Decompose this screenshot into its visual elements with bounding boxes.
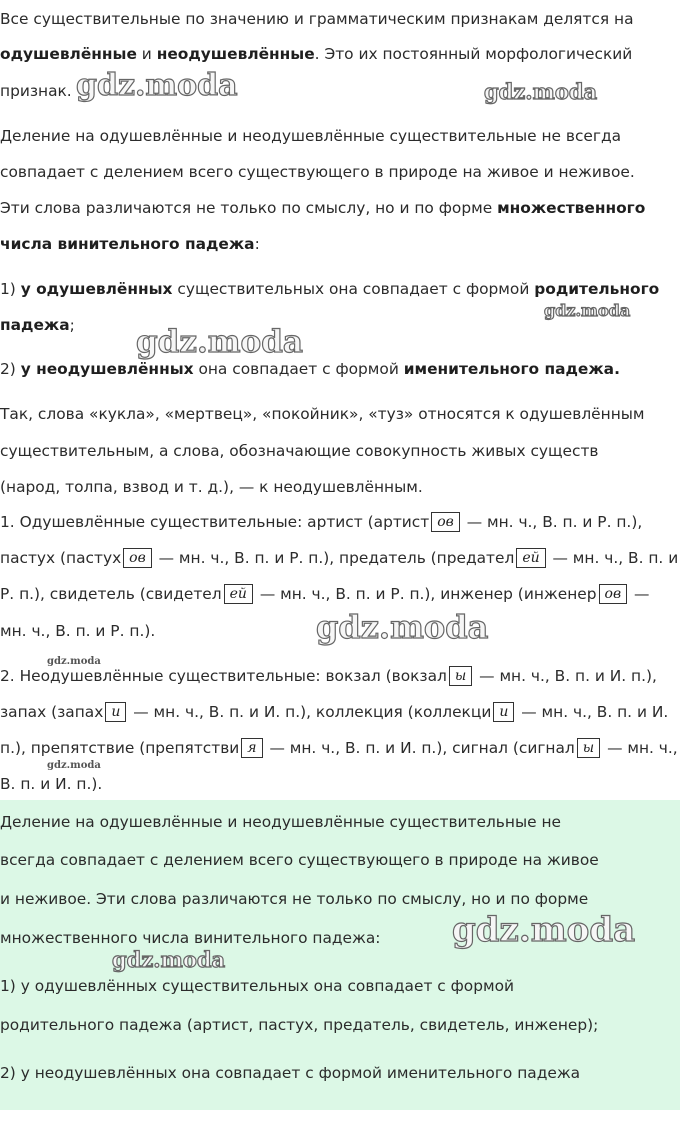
answer-line-2: всегда совпадает с делением всего существующего в природе на живое — [0, 851, 599, 869]
ex1-line-3: Р. п.), свидетель (свидетел ей — мн. ч., В. п. и Р. п.), инженер (инженер ов — — [0, 585, 650, 603]
watermark-logo: gdz.moda — [112, 947, 226, 972]
ending-box: и — [105, 702, 126, 722]
ex2-line-2: запах (запах и — мн. ч., В. п. и И. п.), коллекция (коллекци и — мн. ч., В. п. и И. — [0, 703, 669, 721]
ex2-line-3: п.), препятствие (препятстви я — мн. ч., В. п. и И. п.), сигнал (сигнал ы — мн. ч., — [0, 739, 678, 757]
watermark-logo: gdz.moda — [544, 301, 631, 320]
ex2-line-4: В. п. и И. п.). — [0, 775, 103, 793]
rule1-line-2: падежа; — [0, 316, 75, 334]
rule2-line: 2) у неодушевлённых она совпадает с формой именительного падежа. — [0, 360, 620, 378]
ex1-line-1: 1. Одушевлённые существительные: артист (артист ов — мн. ч., В. п. и Р. п.), — [0, 513, 643, 531]
ending-box: ы — [577, 738, 600, 758]
rule1-line-1: 1) у одушевлённых существительных она совпадает с формой родительного — [0, 280, 660, 298]
watermark-logo: gdz.moda — [136, 324, 303, 360]
watermark-logo: gdz.moda — [316, 608, 489, 646]
answer-line-7: 2) у неодушевлённых она совпадает с формой именительного падежа — [0, 1064, 581, 1082]
ending-box: ов — [431, 512, 460, 532]
ex1-line-4: мн. ч., В. п. и Р. п.). — [0, 622, 156, 640]
ex2-line-1: 2. Неодушевлённые существительные: вокзал (вокзал ы — мн. ч., В. п. и И. п.), — [0, 667, 657, 685]
term-inanimate: неодушевлённые — [156, 45, 315, 63]
examples-line-1: Так, слова «кукла», «мертвец», «покойник», «туз» относятся к одушевлённым — [0, 405, 645, 423]
ending-box: ей — [516, 548, 545, 568]
watermark-logo: gdz.moda — [452, 910, 636, 950]
ex1-line-2: пастух (пастух ов — мн. ч., В. п. и Р. п.), предатель (предател ей — мн. ч., В. п. и — [0, 549, 679, 567]
ending-box: я — [241, 738, 262, 758]
watermark-logo: gdz.moda — [47, 760, 101, 771]
para-line-4: числа винительного падежа: — [0, 235, 260, 253]
intro-line-2: одушевлённые и неодушевлённые. Это их постоянный морфологический — [0, 45, 633, 63]
para-line-2: совпадает с делением всего существующего в природе на живое и неживое. — [0, 163, 635, 181]
examples-line-3: (народ, толпа, взвод и т. д.), — к неодушевлённым. — [0, 478, 423, 496]
answer-line-6: родительного падежа (артист, пастух, предатель, свидетель, инженер); — [0, 1016, 599, 1034]
answer-line-4: множественного числа винительного падежа: — [0, 929, 381, 947]
ending-box: ов — [599, 584, 628, 604]
intro-line-3: признак. — [0, 82, 72, 100]
answer-line-1: Деление на одушевлённые и неодушевлённые существительные не — [0, 813, 561, 831]
watermark-logo: gdz.moda — [484, 79, 598, 104]
ending-box: ей — [224, 584, 253, 604]
watermark-logo: gdz.moda — [76, 68, 238, 103]
examples-line-2: существительным, а слова, обозначающие совокупность живых существ — [0, 442, 599, 460]
para-line-3: Эти слова различаются не только по смыслу, но и по форме множественного — [0, 199, 646, 217]
watermark-logo: gdz.moda — [47, 656, 101, 667]
answer-line-3: и неживое. Эти слова различаются не только по смыслу, но и по форме — [0, 890, 589, 908]
ending-box: ы — [449, 666, 472, 686]
ending-box: ов — [123, 548, 152, 568]
para-line-1: Деление на одушевлённые и неодушевлённые существительные не всегда — [0, 127, 622, 145]
ending-box: и — [493, 702, 514, 722]
intro-line-1: Все существительные по значению и грамматическим признакам делятся на — [0, 10, 634, 28]
term-animate: одушевлённые — [0, 45, 137, 63]
answer-line-5: 1) у одушевлённых существительных она совпадает с формой — [0, 977, 515, 995]
